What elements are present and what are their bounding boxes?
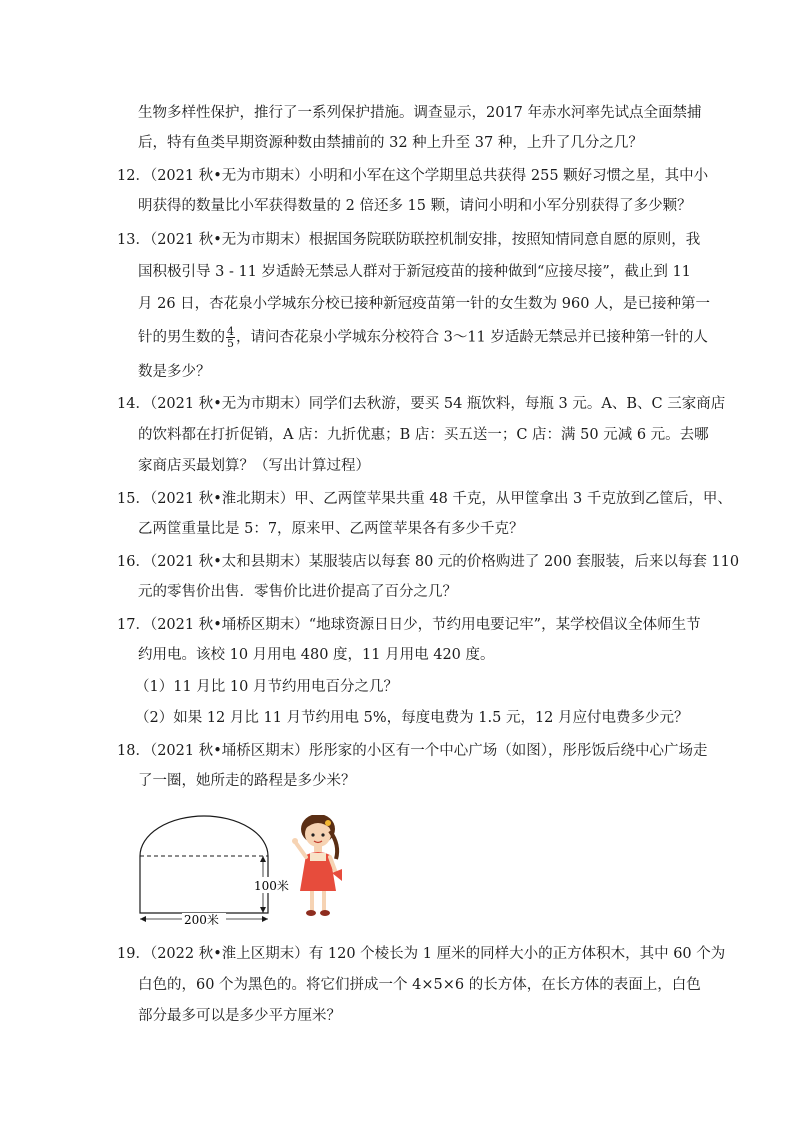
plaza-rectangle (140, 856, 268, 913)
question-13-line-4 (138, 326, 708, 349)
height-arrow-up (260, 856, 266, 862)
question-17-sub-1: （1）11 月比 10 月节约用电百分之几？ (135, 679, 398, 695)
question-14-line-1: 14．（2021 秋•无为市期末）同学们去秋游，要买 54 瓶饮料，每瓶 3 元。A、B、C 三家商店 (117, 396, 726, 412)
question-15-line-1: 15．（2021 秋•淮北期末）甲、乙两筐苹果共重 48 千克，从甲筐拿出 3 千克放到乙筐后，甲、 (117, 491, 732, 507)
question-13-line-1: 13．（2021 秋•无为市期末）根据国务院联防联控机制安排，按照知情同意自愿的原则，我 (117, 232, 701, 248)
plaza-figure (130, 815, 360, 925)
question-18-line-1: 18．（2021 秋•埇桥区期末）彤彤家的小区有一个中心广场（如图），彤彤饭后绕中心广场走 (117, 743, 708, 759)
fraction-four-fifths (226, 326, 235, 349)
question-15-line-2: 乙两筐重量比是 5：7，原来甲、乙两筐苹果各有多少千克？ (138, 521, 524, 537)
plaza-semicircle (140, 816, 268, 856)
question-13-line-2: 国积极引导 3 - 11 岁适龄无禁忌人群对于新冠疫苗的接种做到“应接尽接”，截止到 11 (138, 264, 691, 280)
girl-illustration (292, 815, 342, 916)
question-11-line-1: 生物多样性保护，推行了一系列保护措施。调查显示，2017 年赤水河率先试点全面禁捕 (138, 105, 702, 121)
fraction-denominator: 5 (227, 337, 234, 350)
question-17-sub-2: （2）如果 12 月比 11 月节约用电 5%，每度电费为 1.5 元，12 月应付电费多少元？ (135, 710, 689, 726)
width-label: 200米 (184, 913, 219, 925)
width-arrow-left (140, 916, 146, 922)
question-16-line-1: 16．（2021 秋•太和县期末）某服装店以每套 80 元的价格购进了 200 套服装，后来以每套 110 (117, 554, 740, 570)
question-13-line-3: 月 26 日，杏花泉小学城东分校已接种新冠疫苗第一针的女生数为 960 人，是已接种第一 (138, 296, 711, 312)
question-13-line-4-end: ，请问杏花泉小学城东分校符合 3～11 岁适龄无禁忌并已接种第一针的人 (236, 329, 708, 346)
question-19-line-3: 部分最多可以是多少平方厘米？ (138, 1008, 341, 1024)
height-arrow-down (260, 907, 266, 913)
question-14-line-3: 家商店买最划算？（写出计算过程） (138, 458, 370, 474)
width-arrow-right (262, 916, 268, 922)
height-label: 100米 (254, 879, 289, 893)
question-12-line-1: 12．（2021 秋•无为市期末）小明和小军在这个学期里总共获得 255 颗好习惯之星，其中小 (117, 168, 709, 184)
question-18-line-2: 了一圈，她所走的路程是多少米？ (138, 773, 356, 789)
question-13-line-4-start: 针的男生数的 (138, 329, 225, 346)
question-19-line-2: 白色的，60 个为黑色的。将它们拼成一个 4×5×6 的长方体，在长方体的表面上，白色 (138, 977, 701, 993)
question-11-line-2: 后，特有鱼类早期资源种数由禁捕前的 32 种上升至 37 种，上升了几分之几？ (138, 135, 643, 151)
question-17-line-1: 17．（2021 秋•埇桥区期末）“地球资源日日少，节约用电要记牢”，某学校倡议全体师生节 (117, 617, 701, 633)
question-17-line-2: 约用电。该校 10 月用电 480 度，11 月用电 420 度。 (138, 647, 495, 663)
fraction-numerator: 4 (227, 325, 234, 338)
question-19-line-1: 19．（2022 秋•淮上区期末）有 120 个棱长为 1 厘米的同样大小的正方体积木，其中 60 个为 (117, 946, 726, 962)
question-12-line-2: 明获得的数量比小军获得数量的 2 倍还多 15 颗，请问小明和小军分别获得了多少颗？ (138, 198, 692, 214)
question-14-line-2: 的饮料都在打折促销，A 店：九折优惠；B 店：买五送一；C 店：满 50 元减 6 元。去哪 (138, 427, 709, 443)
question-13-line-5: 数是多少？ (138, 364, 211, 380)
question-16-line-2: 元的零售价出售．零售价比进价提高了百分之几？ (138, 584, 457, 600)
